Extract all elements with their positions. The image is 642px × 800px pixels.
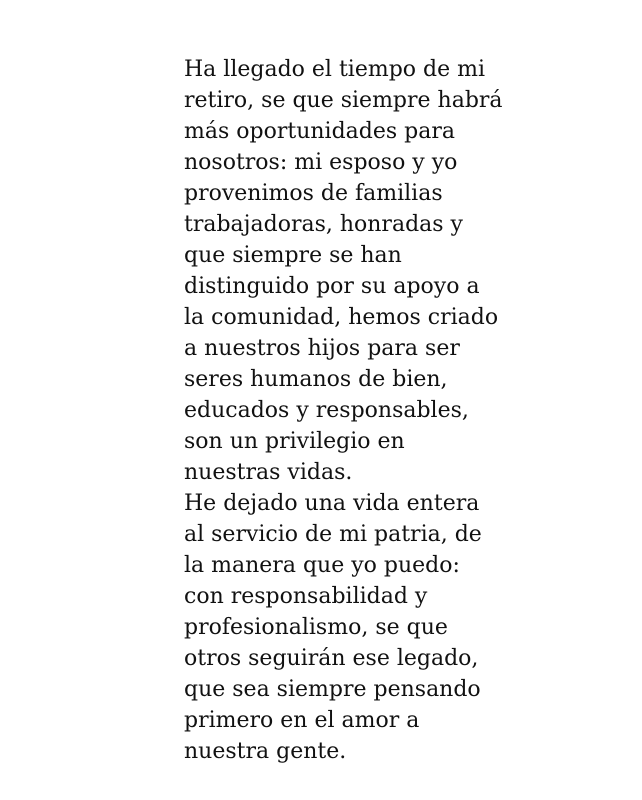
text-line: más oportunidades para: [184, 119, 455, 144]
text-line: son un privilegio en: [184, 429, 405, 454]
text-line: seres humanos de bien,: [184, 367, 448, 392]
text-line: nuestras vidas.: [184, 460, 353, 485]
text-line: trabajadoras, honradas y: [184, 212, 463, 237]
text-line: profesionalismo, se que: [184, 615, 448, 640]
text-line: la manera que yo puedo:: [184, 553, 460, 578]
text-line: provenimos de familias: [184, 181, 443, 206]
text-line: al servicio de mi patria, de: [184, 522, 482, 547]
text-line: retiro, se que siempre habrá: [184, 88, 503, 113]
text-line: nosotros: mi esposo y yo: [184, 150, 458, 175]
paragraph-2: [184, 488, 584, 767]
text-line: que siempre se han: [184, 243, 402, 268]
text-line: con responsabilidad y: [184, 584, 428, 609]
text-line: otros seguirán ese legado,: [184, 646, 479, 671]
text-line: educados y responsables,: [184, 398, 469, 423]
paragraph-1: [184, 54, 584, 488]
text-line: primero en el amor a: [184, 708, 420, 733]
text-line: la comunidad, hemos criado: [184, 305, 499, 330]
text-line: He dejado una vida entera: [184, 491, 480, 516]
text-line: Ha llegado el tiempo de mi: [184, 57, 486, 82]
text-line: distinguido por su apoyo a: [184, 274, 480, 299]
text-line: a nuestros hijos para ser: [184, 336, 460, 361]
text-line: nuestra gente.: [184, 739, 347, 764]
text-line: que sea siempre pensando: [184, 677, 481, 702]
